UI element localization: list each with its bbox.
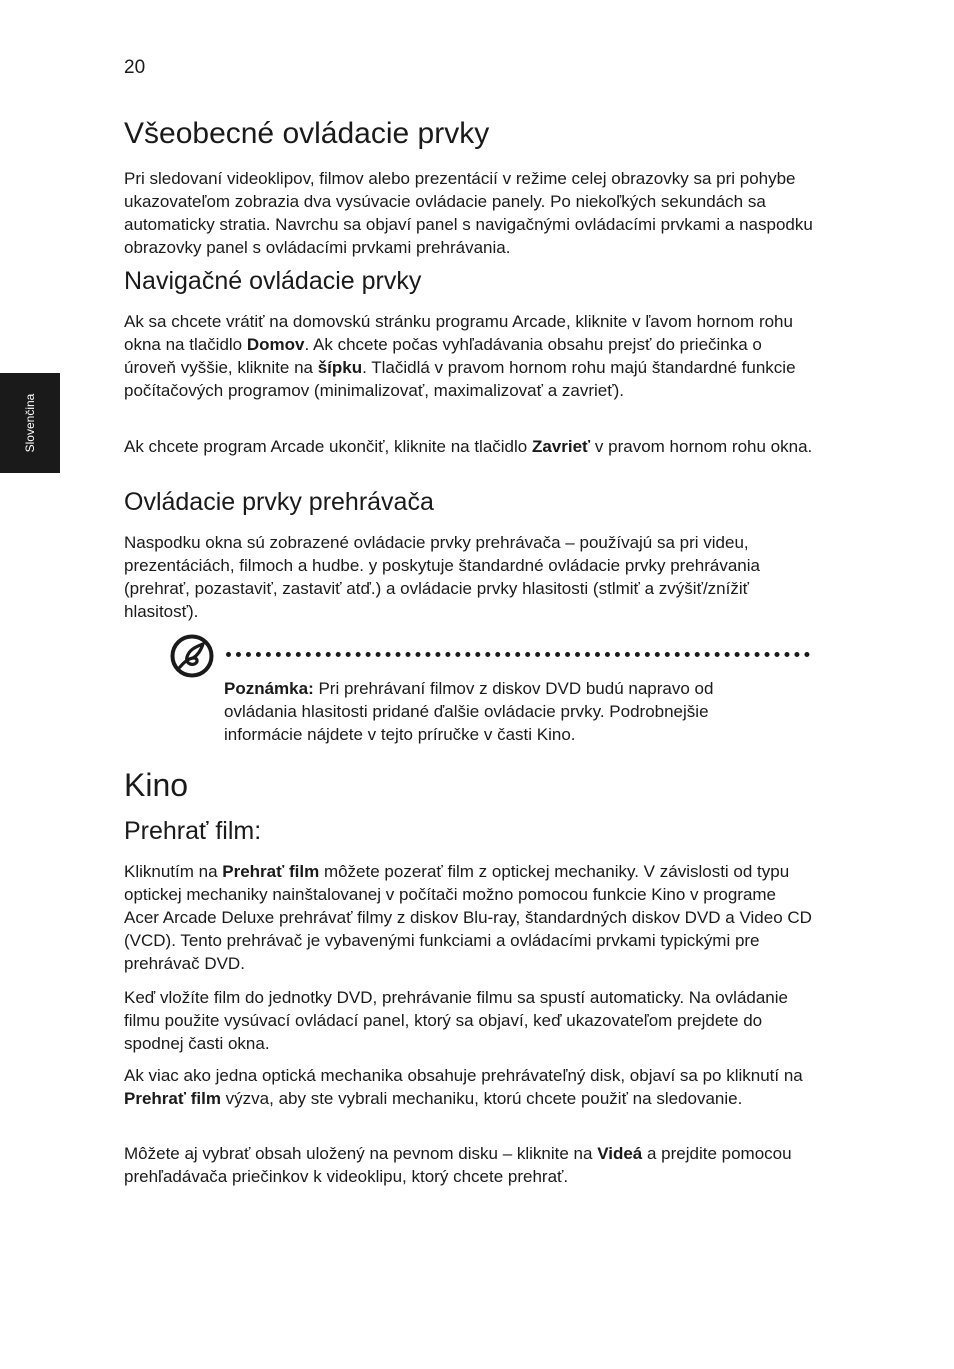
- bold-play-movie: Prehrať film: [222, 862, 320, 881]
- paragraph-play-movie-2: Keď vložíte film do jednotky DVD, prehrávanie filmu sa spustí automaticky. Na ovládanie filmu použite vysúvací ovládací panel, ktorý sa objaví, keď ukazovateľom prejdete do spodnej časti okna.: [124, 988, 788, 1053]
- text-run: výzva, aby ste vybrali mechaniku, ktorú chcete použiť na sledovanie.: [220, 1089, 743, 1108]
- text-run: a prejdite pomocou prehľadávača priečinkov k videoklipu, ktorý chcete prehrať.: [124, 1144, 792, 1186]
- text-run: v pravom hornom rohu okna.: [590, 437, 813, 456]
- bold-arrow: šípku: [317, 358, 363, 377]
- text-run: Ak chcete program Arcade ukončiť, kliknite na tlačidlo: [124, 437, 532, 456]
- bold-videos: Videá: [597, 1144, 643, 1163]
- note-dotted-rule: [226, 652, 810, 657]
- paragraph-player-controls: Naspodku okna sú zobrazené ovládacie prvky prehrávača – používajú sa pri videu, prezentáciách, filmoch a hudbe. y poskytuje štandardné ovládacie prvky prehrávania (prehrať, pozastaviť, zastaviť atď.) a ovládacie prvky hlasitosti (stlmiť a zvýšiť/znížiť hlasitosť).: [124, 533, 760, 621]
- paragraph-general-controls: Pri sledovaní videoklipov, filmov alebo prezentácií v režime celej obrazovky sa pri pohybe ukazovateľom zobrazia dva vysúvacie ovládacie panely. Po niekoľkých sekundách sa automaticky stratia. Navrchu sa objaví panel s navigačnými ovládacími prvkami a naspodku obrazovky panel s ovládacími prvkami prehrávania.: [124, 169, 813, 257]
- text-run: Ak viac ako jedna optická mechanika obsahuje prehrávateľný disk, objaví sa po kliknutí na: [124, 1066, 803, 1085]
- page-number: 20: [124, 57, 146, 78]
- text-run: . Ak chcete počas vyhľadávania obsahu prejsť do priečinka o úroveň vyššie, kliknite na: [124, 335, 762, 377]
- paragraph-play-movie-1: [124, 860, 814, 975]
- paragraph-play-movie-4: [124, 1142, 814, 1188]
- text-run: môžete pozerať film z optickej mechaniky. V závislosti od typu optickej mechaniky nainštalovanej v počítači možno pomocou funkcie Kino v programe Acer Arcade Deluxe prehrávať filmy z diskov Blu-ray, štandardných diskov DVD a Video CD (VCD). Tento prehrávač je vybavenými funkciami a ovládacími prvkami typickými pre prehrávač DVD.: [124, 862, 812, 973]
- note-pen-icon: [170, 634, 214, 678]
- bold-close: Zavrieť: [531, 437, 591, 456]
- paragraph-navigation-2: [124, 435, 814, 458]
- note-label: Poznámka:: [224, 679, 314, 698]
- text-run: Môžete aj vybrať obsah uložený na pevnom disku – kliknite na: [124, 1144, 598, 1163]
- text-run: Ak sa chcete vrátiť na domovskú stránku programu Arcade, kliknite v ľavom hornom rohu okna na tlačidlo: [124, 312, 793, 354]
- heading-player-controls: Ovládacie prvky prehrávača: [124, 488, 434, 516]
- heading-kino: Kino: [124, 767, 189, 803]
- paragraph-play-movie-3: [124, 1064, 814, 1110]
- text-run: Pri prehrávaní filmov z diskov DVD budú napravo od ovládania hlasitosti pridané ďalšie ovládacie prvky. Podrobnejšie informácie nájdete v tejto príručke v časti Kino.: [224, 679, 714, 744]
- text-run: Kliknutím na: [124, 862, 223, 881]
- paragraph-navigation-1: [124, 310, 814, 402]
- language-side-tab: [0, 373, 60, 473]
- text-run: . Tlačidlá v pravom hornom rohu majú štandardné funkcie počítačových programov (minimalizovať, maximalizovať a zavrieť).: [124, 358, 796, 400]
- heading-general-controls: Všeobecné ovládacie prvky: [124, 117, 490, 150]
- heading-navigation-controls: Navigačné ovládacie prvky: [124, 267, 422, 295]
- note-text: [224, 677, 784, 746]
- language-label: Slovenčina: [23, 393, 37, 453]
- bold-play-movie: Prehrať film: [124, 1089, 221, 1108]
- heading-play-movie: Prehrať film:: [124, 817, 262, 845]
- bold-home: Domov: [246, 335, 305, 354]
